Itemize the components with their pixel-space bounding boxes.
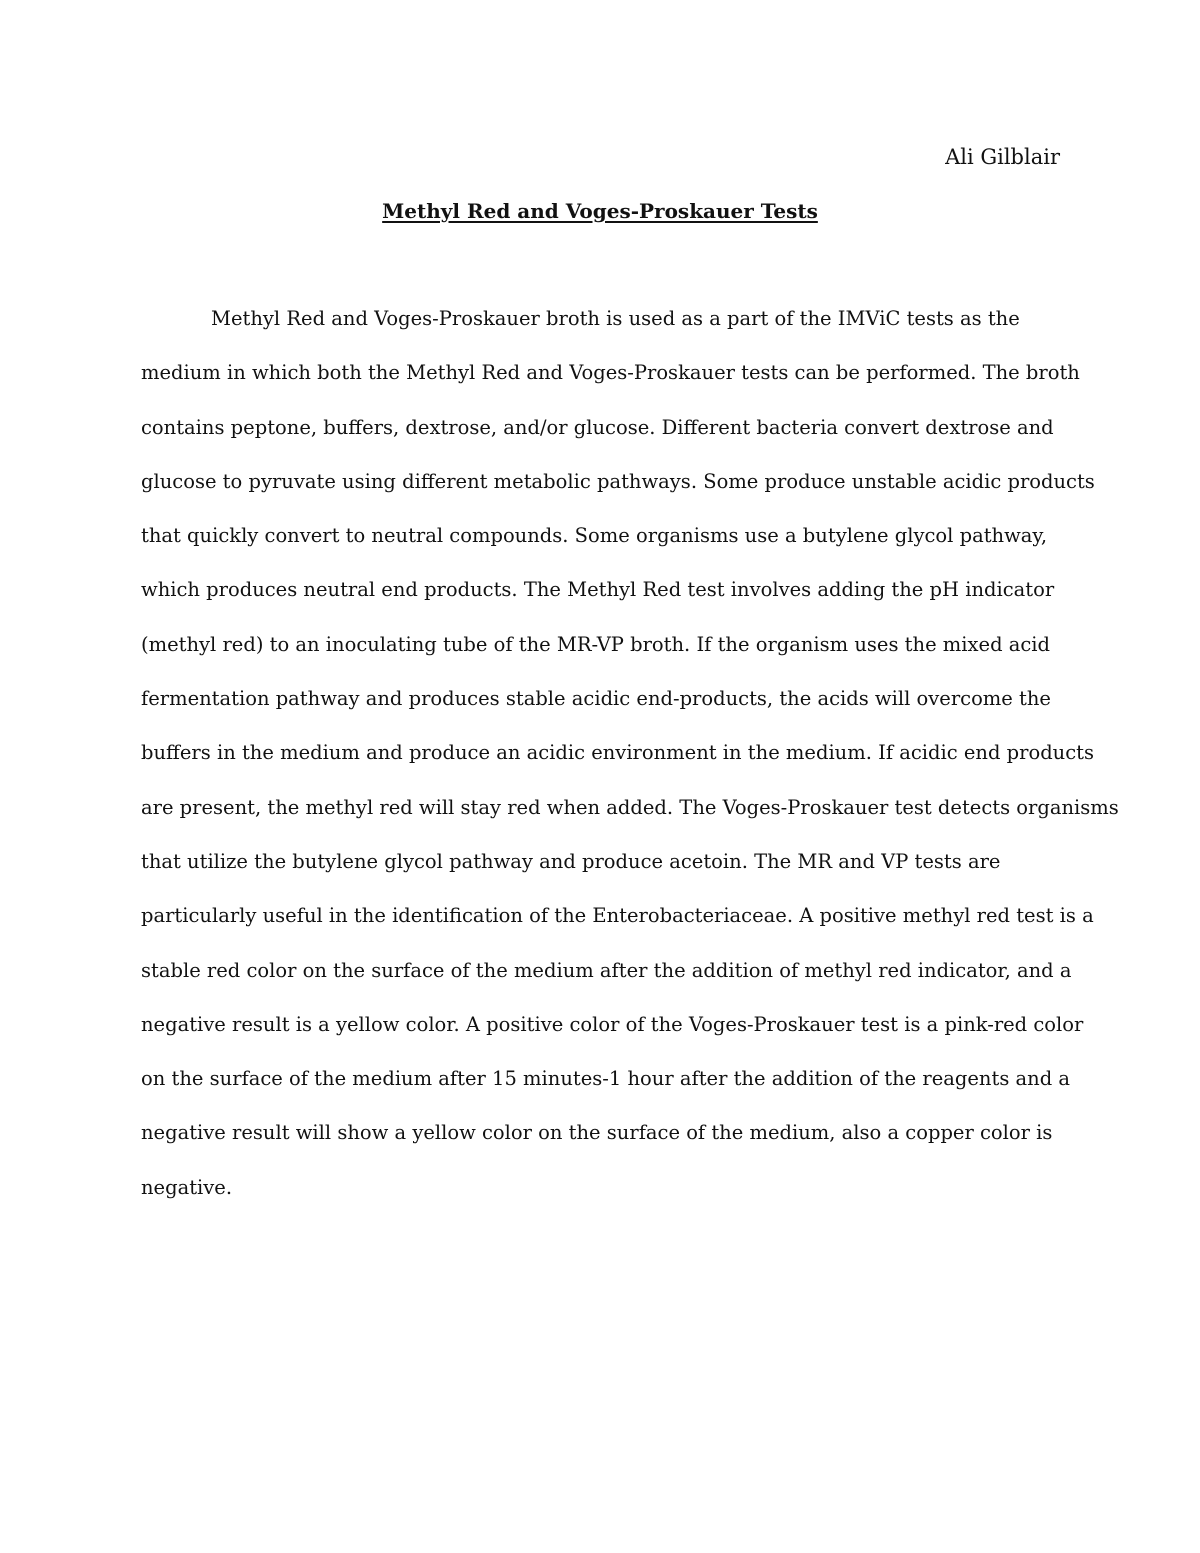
paragraph-line: negative result will show a yellow color on the surface of the medium, also a copper color is xyxy=(141,1121,1053,1145)
author-name: Ali Gilblair xyxy=(945,145,1060,169)
paragraph-line: (methyl red) to an inoculating tube of the MR-VP broth. If the organism uses the mixed acid xyxy=(141,632,1051,656)
paragraph-line: which produces neutral end products. The Methyl Red test involves adding the pH indicator xyxy=(141,578,1055,602)
paragraph-line: that utilize the butylene glycol pathway and produce acetoin. The MR and VP tests are xyxy=(141,849,1001,873)
body-paragraph xyxy=(141,303,1119,1226)
paragraph-line: glucose to pyruvate using different metabolic pathways. Some produce unstable acidic products xyxy=(141,469,1095,493)
paragraph-line: on the surface of the medium after 15 minutes-1 hour after the addition of the reagents and a xyxy=(141,1067,1071,1091)
document-title: Methyl Red and Voges-Proskauer Tests xyxy=(382,199,818,223)
paragraph-line: fermentation pathway and produces stable acidic end-products, the acids will overcome the xyxy=(141,687,1051,711)
paragraph-line: that quickly convert to neutral compounds. Some organisms use a butylene glycol pathway, xyxy=(141,524,1048,548)
paragraph-line: buffers in the medium and produce an acidic environment in the medium. If acidic end products xyxy=(141,741,1094,765)
paragraph-line: contains peptone, buffers, dextrose, and/or glucose. Different bacteria convert dextrose and xyxy=(141,415,1054,439)
paragraph-line: are present, the methyl red will stay red when added. The Voges-Proskauer test detects organisms xyxy=(141,795,1119,819)
paragraph-line: particularly useful in the identification of the Enterobacteriaceae. A positive methyl red test is a xyxy=(141,904,1094,928)
paragraph-line: negative. xyxy=(141,1175,233,1199)
paragraph-line: medium in which both the Methyl Red and Voges-Proskauer tests can be performed. The broth xyxy=(141,361,1080,385)
paragraph-line: negative result is a yellow color. A positive color of the Voges-Proskauer test is a pink-red color xyxy=(141,1012,1084,1036)
paragraph-line: Methyl Red and Voges-Proskauer broth is used as a part of the IMViC tests as the xyxy=(211,307,1020,330)
paragraph-line: stable red color on the surface of the medium after the addition of methyl red indicator, and a xyxy=(141,958,1072,982)
